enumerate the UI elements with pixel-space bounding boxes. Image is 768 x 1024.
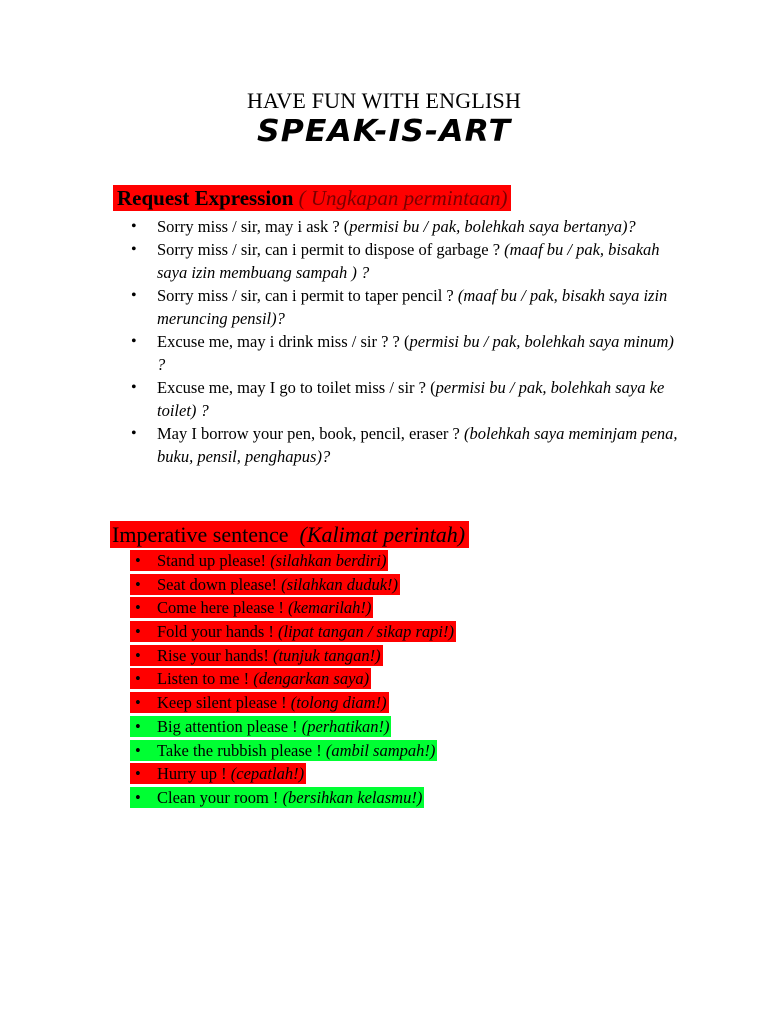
- list-item: [130, 284, 680, 330]
- imperative-heading-english: Imperative sentence: [112, 522, 289, 547]
- item-translation: (perhatikan!): [301, 716, 390, 736]
- list-item: [130, 574, 456, 598]
- highlight-bar: [130, 787, 424, 808]
- item-translation: (dengarkan saya): [253, 669, 370, 689]
- item-translation: (silahkan berdiri): [270, 551, 387, 570]
- item-translation: (lipat tangan / sikap rapi!): [278, 622, 454, 642]
- item-english: Big attention please !: [157, 716, 302, 736]
- item-translation: (kemarilah!): [288, 598, 372, 618]
- list-item: [130, 787, 456, 811]
- page-title: HAVE FUN WITH ENGLISH: [246, 88, 522, 113]
- item-english: Sorry miss / sir, may i ask ? (: [157, 217, 350, 236]
- request-heading-english: Request Expression: [117, 186, 294, 210]
- highlight-bar: [130, 740, 437, 761]
- list-item: [130, 215, 680, 238]
- highlight-bar: [130, 574, 400, 595]
- item-translation: (tolong diam!): [290, 693, 387, 713]
- list-item: [130, 763, 456, 787]
- item-english: Listen to me !: [157, 669, 254, 689]
- item-english: Seat down please!: [157, 574, 282, 594]
- imperative-heading-translation: (Kalimat perintah): [299, 522, 466, 547]
- item-english: Clean your room !: [157, 787, 283, 807]
- item-english: Come here please !: [157, 598, 289, 618]
- item-translation: (bersihkan kelasmu!): [282, 787, 423, 807]
- item-translation: (ambil sampah!): [325, 740, 436, 760]
- request-heading: [113, 185, 511, 211]
- imperative-list: [130, 550, 456, 811]
- list-item: [130, 716, 456, 740]
- list-item: [130, 376, 680, 422]
- highlight-bar: [130, 668, 371, 689]
- list-item: [130, 740, 456, 764]
- item-english: Excuse me, may i drink miss / sir ? ? (: [157, 332, 410, 351]
- page-subtitle: SPEAK-IS-ART: [256, 114, 512, 149]
- item-english: Fold your hands !: [157, 622, 278, 642]
- highlight-bar: [130, 763, 306, 784]
- request-list: [130, 215, 680, 468]
- item-english: Stand up please!: [157, 551, 271, 570]
- list-item: [130, 645, 456, 669]
- item-english: Hurry up !: [157, 764, 231, 784]
- item-english: Take the rubbish please !: [157, 740, 326, 760]
- item-translation: (maaf bu / pak, bisakah saya izin membuang sampah ) ?: [157, 240, 660, 282]
- item-translation: permisi bu / pak, bolehkah saya bertanya)?: [349, 217, 636, 236]
- item-english: Rise your hands!: [157, 645, 273, 665]
- item-translation: (maaf bu / pak, bisakh saya izin meruncing pensil)?: [157, 286, 668, 328]
- item-translation: (cepatlah!): [230, 764, 305, 784]
- request-heading-translation: ( Ungkapan permintaan): [298, 186, 508, 210]
- highlight-bar: [130, 716, 391, 737]
- list-item: [130, 238, 680, 284]
- item-translation: (bolehkah saya meminjam pena, buku, pensil, penghapus)?: [157, 424, 678, 466]
- highlight-bar: [130, 550, 388, 571]
- item-english: Keep silent please !: [157, 693, 291, 713]
- highlight-bar: [130, 621, 456, 642]
- list-item: [130, 621, 456, 645]
- list-item: [130, 550, 456, 574]
- list-item: [130, 597, 456, 621]
- imperative-heading: [110, 521, 469, 548]
- item-english: May I borrow your pen, book, pencil, eraser ?: [157, 424, 464, 443]
- item-translation: permisi bu / pak, bolehkah saya ke toilet) ?: [157, 378, 665, 420]
- item-english: Sorry miss / sir, can i permit to taper pencil ?: [157, 286, 458, 305]
- list-item: [130, 668, 456, 692]
- item-translation: permisi bu / pak, bolehkah saya minum) ?: [157, 332, 674, 374]
- highlight-bar: [130, 645, 383, 666]
- highlight-bar: [130, 597, 373, 618]
- list-item: [130, 330, 680, 376]
- item-translation: (silahkan duduk!): [281, 574, 399, 594]
- item-translation: (tunjuk tangan!): [272, 645, 381, 665]
- list-item: [130, 422, 680, 468]
- highlight-bar: [130, 692, 389, 713]
- item-english: Sorry miss / sir, can i permit to dispose of garbage ?: [157, 240, 505, 259]
- list-item: [130, 692, 456, 716]
- item-english: Excuse me, may I go to toilet miss / sir ? (: [157, 378, 436, 397]
